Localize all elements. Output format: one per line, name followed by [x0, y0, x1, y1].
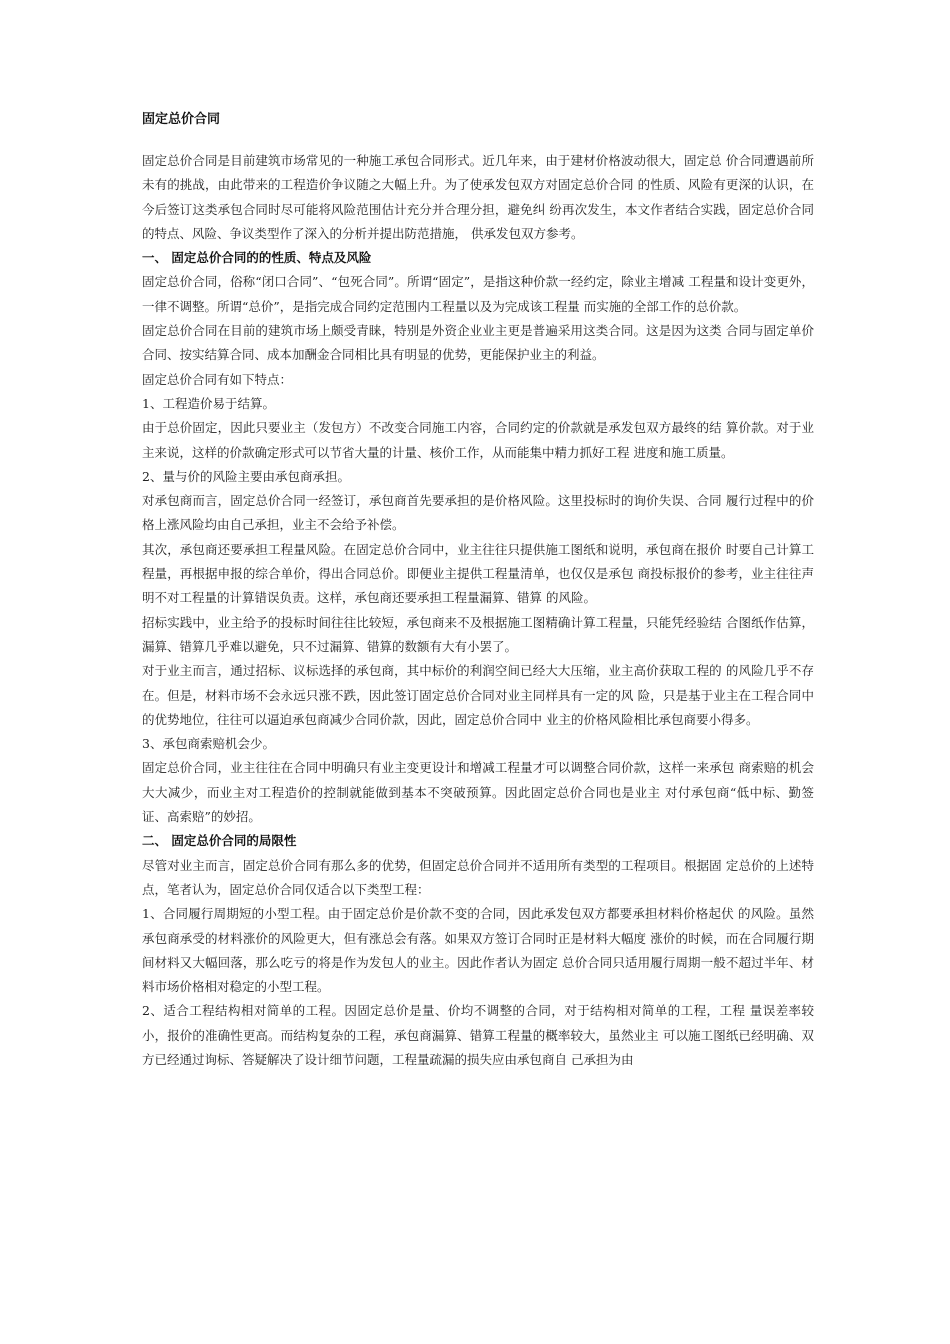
paragraph: 对承包商而言，固定总价合同一经签订，承包商首先要承担的是价格风险。这里投标时的询价失误、合同 履行过程中的价格上涨风险均由自己承担，业主不会给予补偿。	[142, 493, 814, 533]
paragraph: 其次，承包商还要承担工程量风险。在固定总价合同中，业主往往只提供施工图纸和说明，承包商在报价 时要自己计算工程量，再根据申报的综合单价，得出合同总价。即便业主提供工程量清单，也仅仅是承包 商投标报价的参考，业主往往声明不对工程量的计算错误负责。这样，承包商还要承担工程量漏算、错算 的风险。	[142, 541, 814, 606]
section-heading: 二、 固定总价合同的局限性	[142, 833, 297, 849]
list-item: 3、承包商索赔机会少。	[142, 736, 275, 752]
paragraph: 固定总价合同有如下特点：	[142, 371, 293, 387]
paragraph: 固定总价合同在目前的建筑市场上颇受青睐，特别是外资企业业主更是普遍采用这类合同。这是因为这类 合同与固定单价合同、按实结算合同、成本加酬金合同相比具有明显的优势，更能保护业主的利益。	[142, 323, 814, 363]
paragraph: 对于业主而言，通过招标、议标选择的承包商，其中标价的利润空间已经大大压缩，业主高价获取工程的 的风险几乎不存在。但是，材料市场不会永远只涨不跌，因此签订固定总价合同对业主同样具有一定的风 险，只是基于业主在工程合同中的优势地位，往往可以逼迫承包商减少合同价款，因此，固定总价合同中 业主的价格风险相比承包商要小得多。	[142, 663, 814, 727]
document-title: 固定总价合同	[142, 112, 221, 127]
paragraph: 固定总价合同是目前建筑市场常见的一种施工承包合同形式。近几年来，由于建材价格波动很大，固定总 价合同遭遇前所未有的挑战，由此带来的工程造价争议随之大幅上升。为了使承发包双方对固定总价合同 的性质、风险有更深的认识，在今后签订这类承包合同时尽可能将风险范围估计充分并合理分担，避免纠 纷再次发生，本文作者结合实践，固定总价合同的特点、风险、争议类型作了深入的分析并提出防范措施， 供承发包双方参考。	[142, 153, 814, 241]
paragraph: 由于总价固定，因此只要业主（发包方）不改变合同施工内容，合同约定的价款就是承发包双方最终的结 算价款。对于业主来说，这样的价款确定形式可以节省大量的计量、核价工作，从而能集中精力抓好工程 进度和施工质量。	[142, 420, 814, 460]
document-body	[142, 149, 814, 1072]
paragraph: 招标实践中，业主给予的投标时间往往比较短，承包商来不及根据施工图精确计算工程量，只能凭经验结 合图纸作估算，漏算、错算几乎难以避免，只不过漏算、错算的数额有大有小罢了。	[142, 614, 814, 654]
paragraph: 1、合同履行周期短的小型工程。由于固定总价是价款不变的合同，因此承发包双方都要承担材料价格起伏 的风险。虽然承包商承受的材料涨价的风险更大，但有涨总会有落。如果双方签订合同时正是材料大幅度 涨价的时候，而在合同履行期间材料又大幅回落，那么吃亏的将是作为发包人的业主。因此作者认为固定 总价合同只适用履行周期一般不超过半年、材料市场价格相对稳定的小型工程。	[142, 906, 814, 995]
paragraph: 尽管对业主而言，固定总价合同有那么多的优势，但固定总价合同并不适用所有类型的工程项目。根据固 定总价的上述特点，笔者认为，固定总价合同仅适合以下类型工程：	[142, 857, 814, 897]
paragraph: 固定总价合同，业主往往在合同中明确只有业主变更设计和增减工程量才可以调整合同价款，这样一来承包 商索赔的机会大大减少，而业主对工程造价的控制就能做到基本不突破预算。因此固定总价合同也是业主 对付承包商“低中标、勤签证、高索赔”的妙招。	[142, 760, 814, 825]
section-heading: 一、 固定总价合同的的性质、特点及风险	[142, 250, 372, 266]
list-item: 2、量与价的风险主要由承包商承担。	[142, 468, 350, 484]
paragraph: 固定总价合同，俗称“闭口合同”、“包死合同”。所谓“固定”，是指这种价款一经约定，除业主增减 工程量和设计变更外，一律不调整。所谓“总价”，是指完成合同约定范围内工程量以及为完成该工程量 而实施的全部工作的总价款。	[142, 274, 814, 314]
list-item: 1、工程造价易于结算。	[142, 395, 275, 411]
paragraph: 2、适合工程结构相对简单的工程。因固定总价是量、价均不调整的合同，对于结构相对简单的工程，工程 量误差率较小，报价的准确性更高。而结构复杂的工程，承包商漏算、错算工程量的概率较大，虽然业主 可以施工图纸已经明确、双方已经通过询标、答疑解决了设计细节问题，工程量疏漏的损失应由承包商自 己承担为由	[142, 1003, 814, 1067]
